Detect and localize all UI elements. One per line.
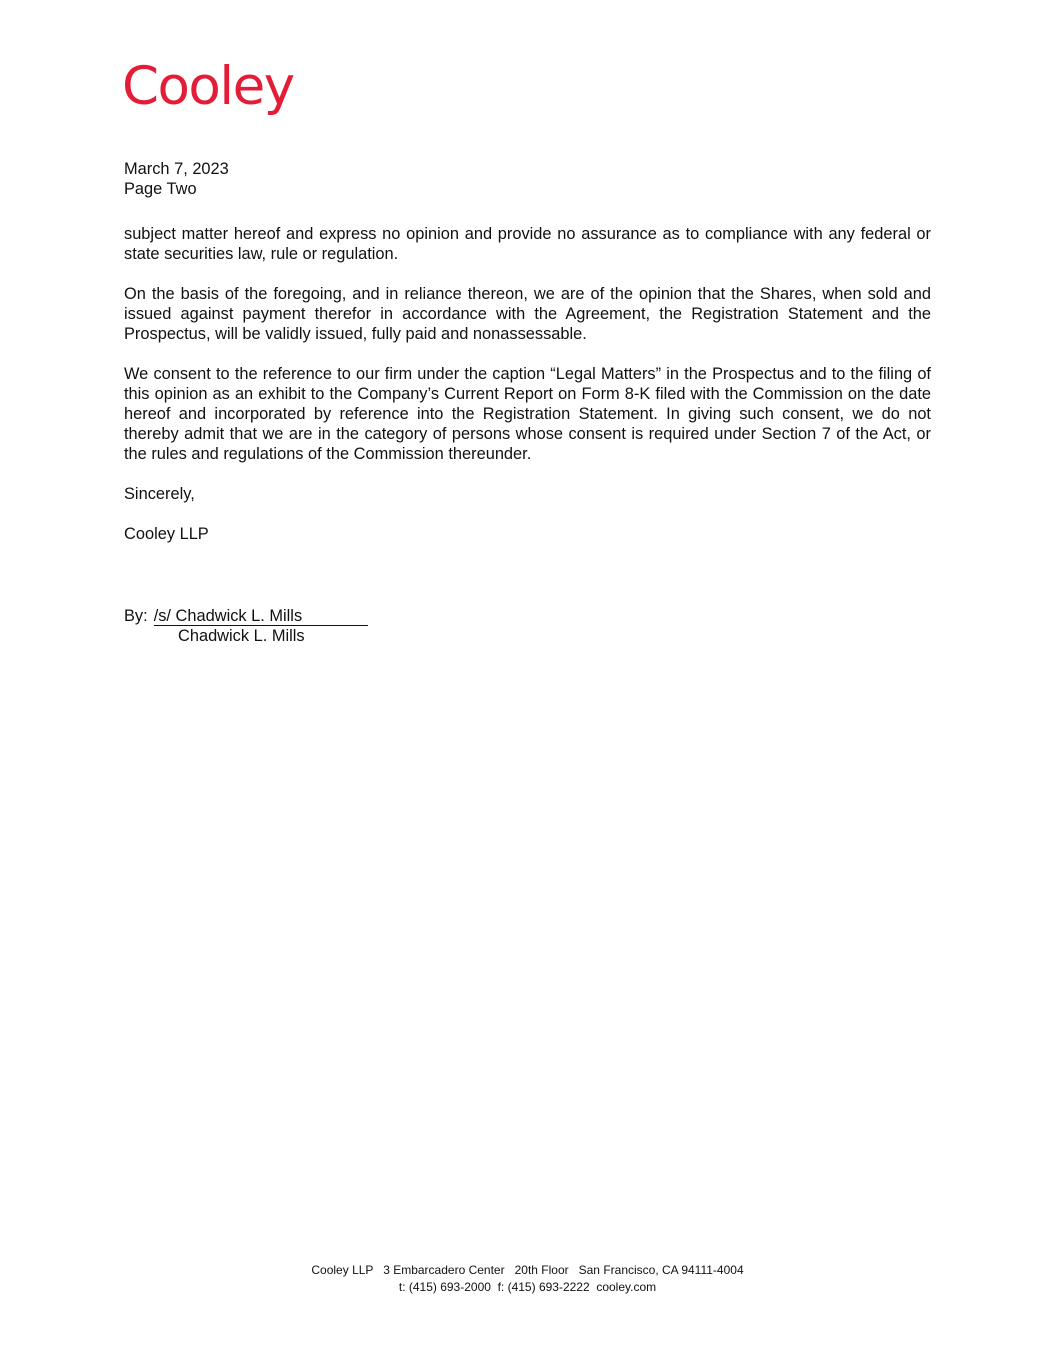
paragraph-1: subject matter hereof and express no opinion and provide no assurance as to compliance with any federal or state securities law, rule or regulation. — [124, 225, 931, 263]
footer-contact: t: (415) 693-2000 f: (415) 693-2222 cooley.com — [398, 1280, 657, 1294]
letter-date: March 7, 2023 — [124, 160, 229, 178]
by-label: By: — [124, 607, 148, 625]
cooley-logo: Cooley — [122, 56, 294, 117]
letter-content — [124, 159, 931, 646]
signer-name: Chadwick L. Mills — [178, 627, 305, 645]
firm-name: Cooley LLP — [124, 525, 209, 543]
signature-block — [124, 606, 931, 626]
signature-line: /s/ Chadwick L. Mills — [154, 608, 368, 626]
footer — [0, 1262, 1055, 1296]
paragraph-3: We consent to the reference to our firm under the caption “Legal Matters” in the Prospectus and to the filing of this opinion as an exhibit to the Company’s Current Report on Form 8-K filed with the Commission on the date hereof and incorporated by reference into the Registration Statement. In giving such consent, we do not thereby admit that we are in the category of persons whose consent is required under Section 7 of the Act, or the rules and regulations of the Commission thereunder. — [124, 365, 931, 463]
page-label: Page Two — [124, 180, 197, 198]
closing-salutation: Sincerely, — [124, 485, 195, 503]
footer-address: Cooley LLP 3 Embarcadero Center 20th Floor San Francisco, CA 94111-4004 — [311, 1263, 744, 1277]
paragraph-2: On the basis of the foregoing, and in reliance thereon, we are of the opinion that the Shares, when sold and issued against payment therefor in accordance with the Agreement, the Registration Statement and the Prospectus, will be validly issued, fully paid and nonassessable. — [124, 285, 931, 343]
